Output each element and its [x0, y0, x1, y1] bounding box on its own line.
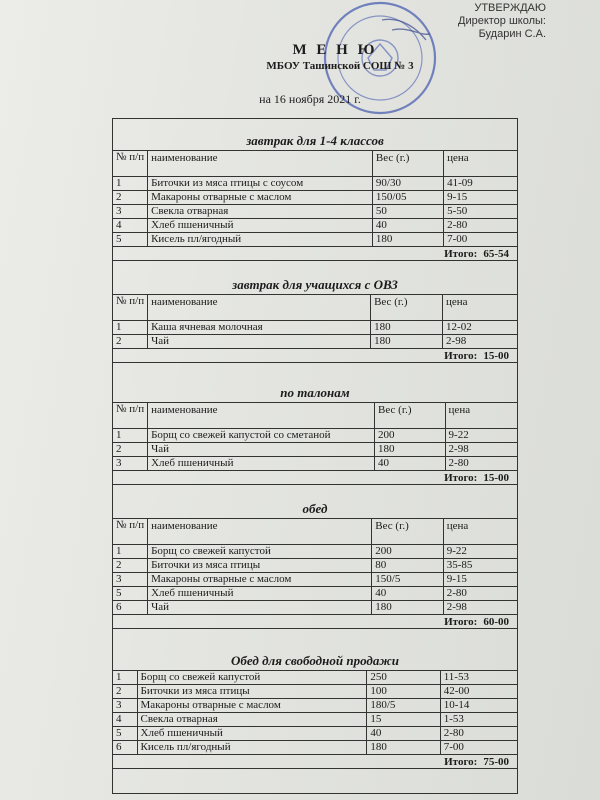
table-row [113, 233, 518, 247]
table-row [113, 457, 518, 471]
item-price: 12-02 [443, 321, 518, 335]
item-price: 41-09 [444, 177, 518, 191]
item-weight: 180 [372, 233, 443, 247]
item-name: Макароны отварные с маслом [137, 699, 367, 713]
approval-block [458, 2, 546, 41]
item-weight: 180 [371, 321, 443, 335]
section-total [112, 471, 518, 485]
menu-table [112, 518, 518, 615]
total-value: 15-00 [483, 350, 509, 362]
item-price: 35-85 [443, 559, 517, 573]
item-name: Борщ со свежей капустой [137, 671, 367, 685]
item-weight: 180 [367, 741, 440, 755]
item-name: Биточки из мяса птицы [137, 685, 367, 699]
item-number: 1 [113, 177, 148, 191]
item-weight: 150/05 [372, 191, 443, 205]
column-header-name: наименование [148, 403, 375, 429]
menu-table [112, 294, 518, 349]
table-row [113, 573, 518, 587]
menu-table [112, 670, 518, 755]
item-number: 6 [113, 601, 148, 615]
table-row [113, 671, 518, 685]
item-number: 5 [113, 727, 138, 741]
item-price: 9-22 [443, 545, 517, 559]
school-name: МБОУ Ташинской СОШ № 3 [266, 60, 414, 72]
menu-section [112, 132, 518, 261]
item-price: 2-98 [445, 443, 517, 457]
item-price: 11-53 [440, 671, 517, 685]
item-name: Борщ со свежей капустой [148, 545, 372, 559]
column-header-num: № п/п [113, 403, 148, 429]
section-total [112, 755, 518, 769]
column-header-num: № п/п [113, 151, 148, 177]
item-weight: 90/30 [372, 177, 443, 191]
item-name: Свекла отварная [137, 713, 367, 727]
column-header-weight: Вес (г.) [372, 151, 443, 177]
total-value: 75-00 [483, 756, 509, 768]
item-name: Хлеб пшеничный [148, 457, 375, 471]
item-number: 2 [113, 559, 148, 573]
table-row [113, 601, 518, 615]
item-weight: 250 [367, 671, 440, 685]
table-header-row [113, 519, 518, 545]
item-number: 3 [113, 457, 148, 471]
item-price: 2-80 [443, 587, 517, 601]
item-number: 5 [113, 587, 148, 601]
total-label: Итого: [444, 616, 478, 628]
menu-section [112, 276, 518, 363]
item-weight: 180 [371, 335, 443, 349]
table-header-row [113, 151, 518, 177]
table-row [113, 545, 518, 559]
item-price: 2-80 [444, 219, 518, 233]
table-row [113, 205, 518, 219]
approval-position: Директор школы: [458, 15, 546, 27]
item-number: 2 [113, 335, 148, 349]
item-number: 2 [113, 443, 148, 457]
item-price: 1-53 [440, 713, 517, 727]
item-name: Макароны отварные с маслом [148, 573, 372, 587]
table-row [113, 559, 518, 573]
table-row [113, 219, 518, 233]
column-header-name: наименование [148, 151, 373, 177]
column-header-price: цена [444, 151, 518, 177]
menu-date: на 16 ноября 2021 г. [259, 92, 361, 106]
item-price: 42-00 [440, 685, 517, 699]
page-title: М Е Н Ю [292, 42, 378, 58]
item-number: 1 [113, 321, 148, 335]
item-name: Борщ со свежей капустой со сметаной [148, 429, 375, 443]
item-number: 2 [113, 191, 148, 205]
item-name: Хлеб пшеничный [148, 219, 373, 233]
item-name: Биточки из мяса птицы [148, 559, 372, 573]
item-name: Хлеб пшеничный [137, 727, 367, 741]
total-label: Итого: [444, 248, 478, 260]
item-name: Биточки из мяса птицы с соусом [148, 177, 373, 191]
table-header-row [113, 403, 518, 429]
table-row [113, 685, 518, 699]
item-number: 2 [113, 685, 138, 699]
menu-section [112, 652, 518, 769]
table-row [113, 429, 518, 443]
item-name: Хлеб пшеничный [148, 587, 372, 601]
item-name: Макароны отварные с маслом [148, 191, 373, 205]
item-price: 2-98 [443, 601, 517, 615]
table-row [113, 191, 518, 205]
column-header-weight: Вес (г.) [375, 403, 446, 429]
item-weight: 180 [375, 443, 446, 457]
item-price: 9-15 [443, 573, 517, 587]
item-weight: 40 [375, 457, 446, 471]
item-price: 10-14 [440, 699, 517, 713]
item-name: Чай [148, 335, 371, 349]
item-weight: 150/5 [372, 573, 443, 587]
total-label: Итого: [444, 472, 478, 484]
total-value: 15-00 [483, 472, 509, 484]
table-row [113, 177, 518, 191]
item-weight: 80 [372, 559, 443, 573]
item-weight: 100 [367, 685, 440, 699]
table-row [113, 699, 518, 713]
table-row [113, 443, 518, 457]
item-name: Кисель пл/ягодный [137, 741, 367, 755]
item-name: Чай [148, 443, 375, 457]
item-price: 9-15 [444, 191, 518, 205]
item-number: 3 [113, 699, 138, 713]
item-weight: 180/5 [367, 699, 440, 713]
item-weight: 40 [367, 727, 440, 741]
item-number: 1 [113, 545, 148, 559]
item-number: 6 [113, 741, 138, 755]
item-price: 9-22 [445, 429, 517, 443]
table-row [113, 727, 518, 741]
column-header-name: наименование [148, 295, 371, 321]
item-weight: 40 [372, 219, 443, 233]
total-value: 60-00 [483, 616, 509, 628]
item-price: 7-00 [440, 741, 517, 755]
column-header-num: № п/п [113, 295, 148, 321]
total-value: 65-54 [483, 248, 509, 260]
section-total [112, 349, 518, 363]
item-weight: 180 [372, 601, 443, 615]
item-number: 3 [113, 573, 148, 587]
item-number: 1 [113, 429, 148, 443]
section-title: обед [302, 501, 328, 516]
column-header-price: цена [445, 403, 517, 429]
total-label: Итого: [444, 756, 478, 768]
item-name: Кисель пл/ягодный [148, 233, 373, 247]
item-number: 3 [113, 205, 148, 219]
menu-section [112, 384, 518, 485]
section-total [112, 247, 518, 261]
column-header-num: № п/п [113, 519, 148, 545]
table-row [113, 335, 518, 349]
section-title: по талонам [280, 385, 350, 400]
column-header-weight: Вес (г.) [371, 295, 443, 321]
total-label: Итого: [444, 350, 478, 362]
table-row [113, 713, 518, 727]
item-number: 4 [113, 713, 138, 727]
column-header-name: наименование [148, 519, 372, 545]
item-price: 2-80 [440, 727, 517, 741]
table-header-row [113, 295, 518, 321]
section-title: завтрак для учащихся с ОВЗ [232, 277, 398, 292]
item-weight: 200 [375, 429, 446, 443]
column-header-price: цена [443, 519, 517, 545]
item-price: 2-98 [443, 335, 518, 349]
menu-table [112, 402, 518, 471]
item-price: 2-80 [445, 457, 517, 471]
column-header-weight: Вес (г.) [372, 519, 443, 545]
section-total [112, 615, 518, 629]
menu-table [112, 150, 518, 247]
section-title: завтрак для 1-4 классов [246, 133, 384, 148]
table-row [113, 587, 518, 601]
item-name: Чай [148, 601, 372, 615]
item-weight: 40 [372, 587, 443, 601]
item-weight: 50 [372, 205, 443, 219]
menu-section [112, 500, 518, 629]
item-name: Каша ячневая молочная [148, 321, 371, 335]
item-weight: 200 [372, 545, 443, 559]
column-header-price: цена [443, 295, 518, 321]
section-title: Обед для свободной продажи [231, 653, 399, 668]
approval-signatory: Бударин С.А. [478, 28, 546, 40]
item-number: 4 [113, 219, 148, 233]
table-row [113, 741, 518, 755]
item-price: 5-50 [444, 205, 518, 219]
item-price: 7-00 [444, 233, 518, 247]
table-row [113, 321, 518, 335]
item-number: 5 [113, 233, 148, 247]
item-weight: 15 [367, 713, 440, 727]
approval-title: УТВЕРЖДАЮ [474, 2, 546, 14]
item-name: Свекла отварная [148, 205, 373, 219]
item-number: 1 [113, 671, 138, 685]
